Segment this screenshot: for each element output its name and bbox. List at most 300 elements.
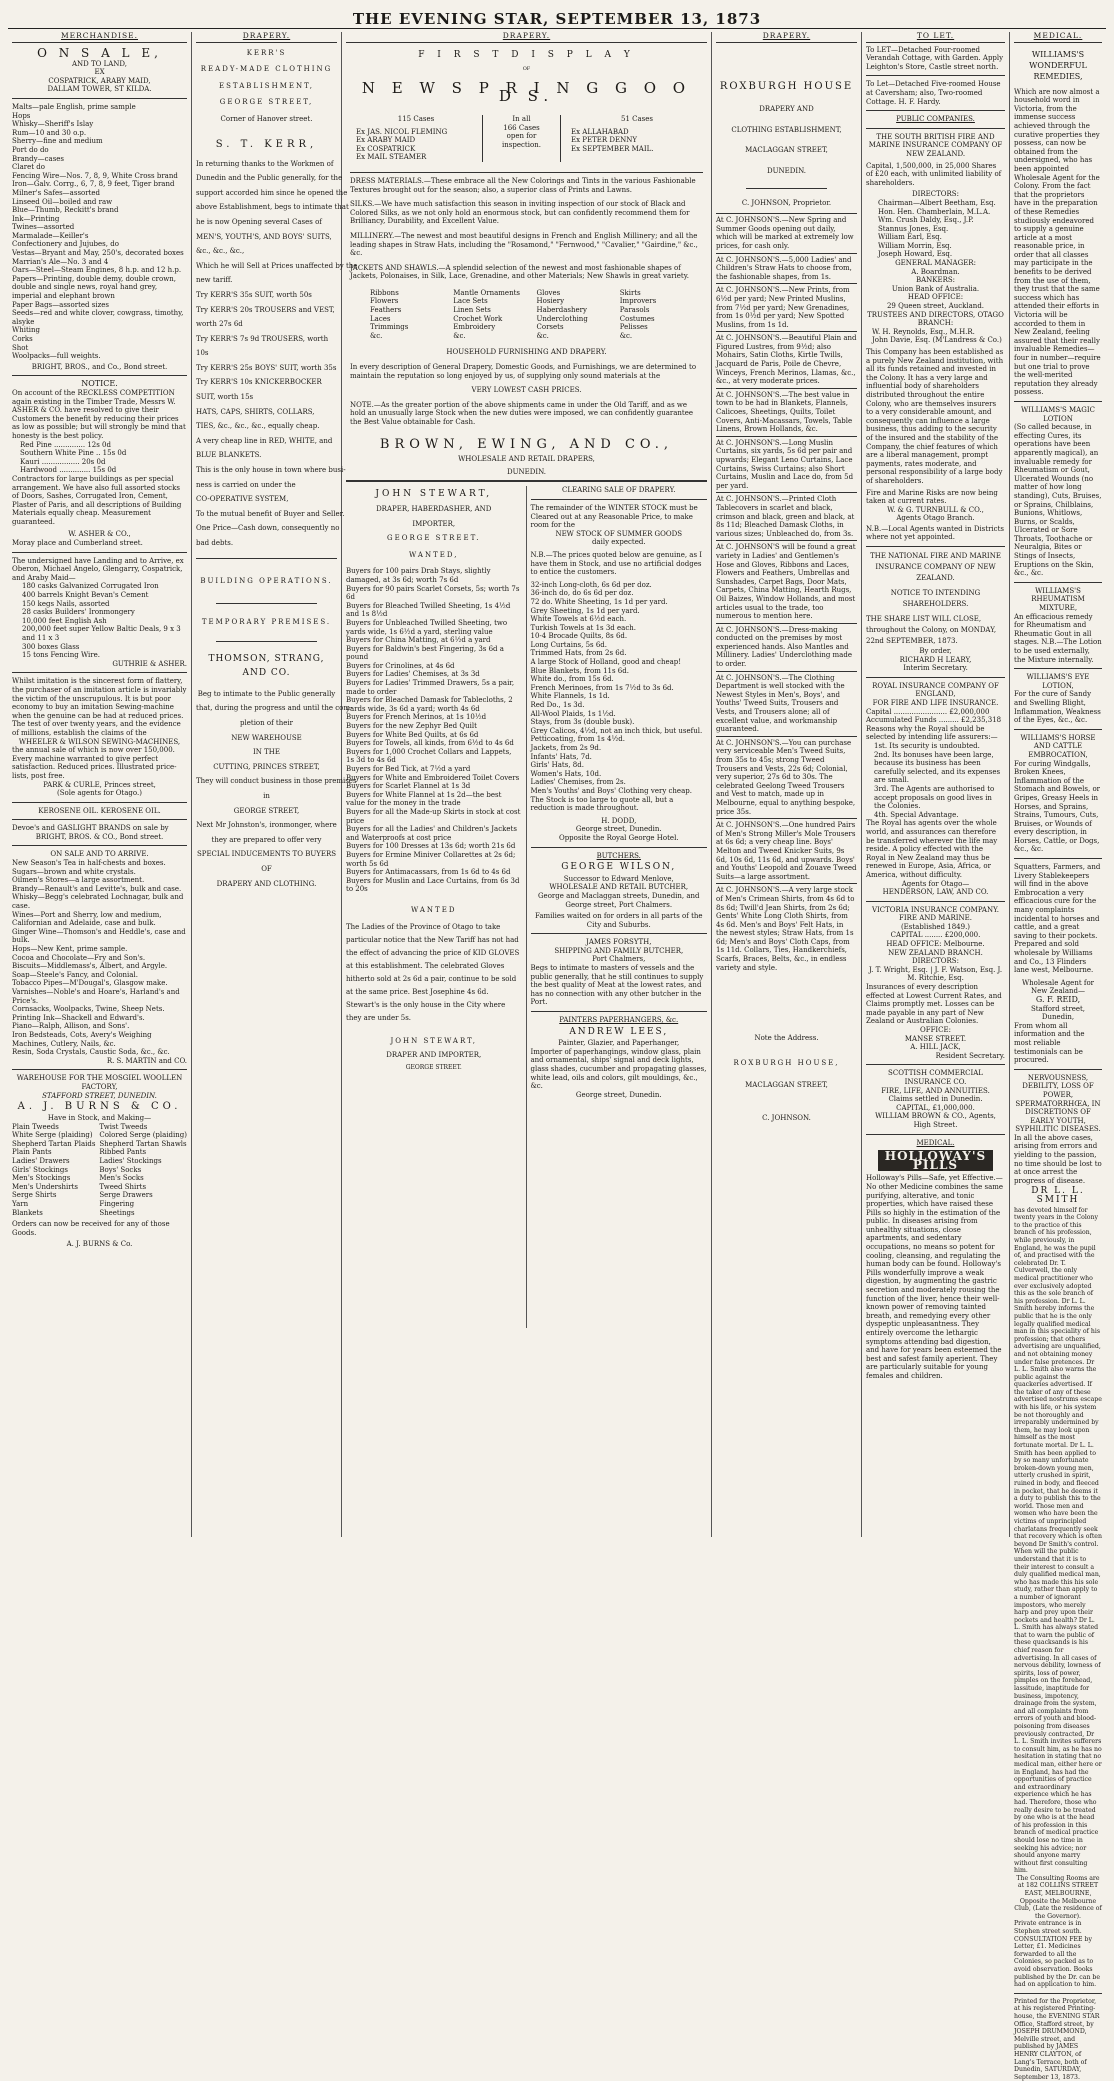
ad-line: Resident Secretary. bbox=[935, 1051, 1005, 1060]
smith-private: Private entrance is in Stephen street south. CONSULTATION FEE by Letter, £1. Medicines forwarded to all the Colonies, so packed as to avoid observation. Books published by the Dr. can be had on application to him. bbox=[1014, 1920, 1101, 1989]
column-drapery-kerr bbox=[192, 31, 358, 1537]
goods-item: Piano—Ralph, Allison, and Sons'. bbox=[12, 1022, 130, 1031]
ad-line: that, during the progress and until the com- bbox=[196, 704, 353, 713]
wanted-item: Buyers for White Flannel at 1s 2d—the best value for the money in the trade bbox=[346, 790, 502, 808]
goods-item: Yarn bbox=[12, 1200, 29, 1209]
ad-line: CUTTING, PRINCES STREET, bbox=[213, 762, 320, 771]
price-item: Red Do., 1s 3d. bbox=[530, 701, 585, 710]
ad-text: Have in Stock, and Making— bbox=[47, 1114, 152, 1123]
case-count: 51 Cases bbox=[621, 114, 653, 123]
company-text: THE SHARE LIST WILL CLOSE, throughout the Colony, on MONDAY, 22nd SEPTEMBER, 1873. bbox=[866, 615, 997, 646]
ad-signature: W. ASHER & CO., bbox=[68, 530, 131, 539]
smith-intro: In all the above cases, arising from errors and yielding to the passion, no time should be lost to at once arrest the progress of disease. bbox=[1014, 1133, 1102, 1185]
goods-item: Ladies' Drawers bbox=[12, 1157, 70, 1166]
goods-item: Sugars—brown and white crystals. bbox=[12, 867, 136, 876]
goods-item: Men's Stockings bbox=[12, 1174, 71, 1183]
ad-text: In every description of General Drapery, Domestic Goods, and Furnishings, we are determined to maintain the reputation so long enjoyed by us, of supplying only sound materials at the bbox=[350, 363, 697, 380]
price-item: White do., from 15s 6d. bbox=[530, 675, 614, 684]
case-count: 115 Cases bbox=[397, 114, 435, 123]
goods-item: Port do do bbox=[12, 145, 49, 154]
ad-line: DRAPER AND IMPORTER, bbox=[386, 1051, 482, 1060]
notice-ad bbox=[12, 380, 187, 547]
directors-list bbox=[866, 199, 1005, 259]
goods-item: Wines—Port and Sherry, low and medium, Californian and Adelaide, case and bulk. bbox=[12, 910, 162, 928]
ad-line: GEORGE STREET, bbox=[219, 98, 314, 107]
wanted-item: Buyers for 1,000 Crochet Collars and Lappets, 1s 3d to 4s 6d bbox=[346, 747, 512, 765]
ad-line: Dunedin and the Public generally, for the bbox=[196, 174, 343, 183]
ad-heading: HOUSEHOLD FURNISHING AND DRAPERY. bbox=[446, 348, 607, 357]
goods-item: Serge Shirts bbox=[12, 1191, 57, 1200]
ad-line: &c., &c., &c., bbox=[196, 247, 245, 256]
ad-heading: WAREHOUSE FOR THE MOSGIEL WOOLLEN FACTORY, bbox=[16, 1074, 183, 1091]
ad-title: WHEELER & WILSON SEWING-MACHINES, bbox=[18, 737, 181, 746]
company-text: The Royal has agents over the whole world, and assurances can therefore be transferred wherever the life may reside. A policy effected with the Royal in New Zealand may thus be renewed in Europe, Asia, Africa, or America, without difficulty. bbox=[866, 819, 998, 879]
kerr-ad bbox=[196, 48, 358, 548]
ad-text: the annual sale of which is now over 150,000. Every machine warranted to give perfect satisfaction. Reduced prices. Illustrated price-lists, post free. bbox=[12, 746, 177, 780]
goods-item: 15 tons Fencing Wire. bbox=[22, 651, 101, 660]
ad-line: WHOLESALE AND RETAIL BUTCHER, bbox=[549, 883, 689, 892]
value: MANSE STREET. bbox=[904, 1034, 967, 1043]
column-heading: MERCHANDISE. bbox=[12, 32, 187, 43]
trustee: W. H. Reynolds, Esq., M.H.R. bbox=[872, 327, 975, 336]
ad-line: Families waited on for orders in all parts of the City and Suburbs. bbox=[534, 912, 703, 929]
wanted-item: Buyers for all the Made-up Skirts in stock at cost price bbox=[346, 807, 521, 825]
goods-item: Underclothing bbox=[536, 314, 588, 323]
goods-item: Ribbons bbox=[370, 288, 399, 297]
ad-signature: W. & G. TURNBULL & CO., bbox=[887, 505, 984, 514]
goods-item: Paper Bags—assorted sizes bbox=[12, 300, 109, 309]
wanted-item: Buyers for Bleached Twilled Sheeting, 1s 4½d and 1s 8½d bbox=[346, 601, 511, 619]
ad-signature: R. S. MARTIN and CO. bbox=[106, 1056, 187, 1065]
ad-line: By order, bbox=[919, 647, 952, 656]
goods-item: Corks bbox=[12, 335, 33, 343]
company-text: Fire and Marine Risks are now being taken at current rates. bbox=[866, 488, 998, 506]
reason-item: 1st. Its security is undoubted. bbox=[874, 742, 980, 750]
goods-item: Men's Undershirts bbox=[12, 1182, 79, 1191]
column-drapery-johnson bbox=[712, 32, 862, 1537]
ad-line: pletion of their bbox=[240, 718, 293, 727]
wanted-item: Buyers for Ladies' Trimmed Drawers, 5s a pair, made to order bbox=[346, 679, 515, 696]
onsale-ad bbox=[12, 46, 187, 372]
johnson-ad: At C. JOHNSON'S.—The best value in town to be had in Blankets, Flannels, Calicoes, Sheetings, Quilts, Toilet Covers, Anti-Macassars, Towels, Table Linens, Brown Hollands, &c. bbox=[716, 388, 857, 436]
ad-heading: ON SALE AND TO ARRIVE. bbox=[50, 850, 149, 859]
wanted-item: Buyers for Ladies' Chemises, at 3s 3d bbox=[346, 670, 480, 679]
company-capital: Capital, 1,500,000, in 25,000 Shares of £20 each, with unlimited liability of shareholders. bbox=[866, 161, 1002, 187]
ad-signature: A. J. BURNS & Co. bbox=[66, 1240, 133, 1249]
directors: J. T. Wright, Esq. | J. F. Watson, Esq. J. M. Ritchie, Esq. bbox=[868, 965, 1003, 983]
section-heading: PUBLIC COMPANIES. bbox=[896, 115, 975, 124]
ad-line: Port Chalmers, bbox=[592, 955, 646, 964]
masthead: THE EVENING STAR, SEPTEMBER 13, 1873 bbox=[8, 10, 1106, 29]
goods-item: Colored Serge (plaiding) bbox=[99, 1131, 187, 1140]
price-item: 36-inch do, do 6s 6d per doz. bbox=[530, 589, 634, 598]
ad-signature: A. HILL JACK, bbox=[910, 1043, 961, 1052]
johnson-ad: At C. JOHNSON'S.—5,000 Ladies' and Children's Straw Hats to choose from, the fashionable shapes, from 1s. bbox=[716, 253, 857, 284]
price-item: Kauri ................. 20s 0d bbox=[20, 457, 106, 466]
ad-line: SHIPPING AND FAMILY BUTCHER, bbox=[554, 946, 684, 955]
ad-text: The Ladies of the Province of Otago to take particular notice that the New Tariff has not had the effect of advancing the price of KID GLOVES at this establishment. The celebrated Gloves hitherto sold at 2s 6d a pair, continue to be sold at the same price. Best Josephine 4s 6d. Stewart's is the only house in the City where they are under 5s. bbox=[346, 922, 520, 1022]
jackets-shawls: JACKETS AND SHAWLS.—A splendid selection of the newest and most fashionable shapes of Jackets, Polonaises, in Silk, Lace, Grenadine, and other Materials; New Shawls in great variety. bbox=[350, 263, 689, 281]
sale-to-arrive-ad bbox=[12, 850, 187, 1065]
goods-item: Linseed Oil—boiled and raw bbox=[12, 197, 113, 206]
ad-signature: RICHARD H LEARY, bbox=[899, 655, 972, 664]
goods-list bbox=[537, 289, 620, 341]
ad-line: TIES, &c., &c., &c., equally cheap. bbox=[196, 422, 320, 431]
goods-item: Shepherd Tartan Shawls bbox=[99, 1139, 187, 1148]
guthrie-ad bbox=[12, 557, 187, 669]
wanted-item: Buyers for Muslin and Lace Curtains, from 6s 3d to 20s bbox=[346, 876, 520, 894]
reason-item: 4th. Special Advantage. bbox=[874, 810, 959, 819]
ad-line: FIRE, LIFE, AND ANNUITIES. bbox=[881, 1086, 990, 1095]
ad-line: 10s bbox=[196, 349, 209, 358]
ship-name: DALLAM TOWER, ST KILDA. bbox=[47, 85, 152, 94]
onsale-list bbox=[12, 103, 187, 361]
goods-item: Woolpacks—full weights. bbox=[12, 352, 101, 361]
johnson-ads bbox=[716, 213, 857, 974]
ad-line: worth 27s 6d bbox=[196, 320, 243, 329]
ad-address: STAFFORD STREET, DUNEDIN. bbox=[42, 1091, 157, 1100]
ad-agents: (Sole agents for Otago.) bbox=[57, 789, 142, 798]
ad-line: MEN'S, YOUTH'S, AND BOYS' SUITS, bbox=[196, 232, 332, 241]
goods-item: Seeds—red and white clover, cowgrass, timothy, alsyke bbox=[12, 309, 184, 326]
ad-name: S. T. KERR, bbox=[215, 138, 318, 150]
goods-list bbox=[453, 289, 536, 341]
price-item: Southern White Pine .. 15s 0d bbox=[20, 449, 127, 458]
label: GENERAL MANAGER: bbox=[895, 259, 976, 268]
goods-list-left bbox=[12, 1123, 99, 1218]
goods-item: Biscuits—Middlemass's, Albert, and Argyle. bbox=[12, 962, 168, 971]
goods-item: Flowers bbox=[370, 297, 399, 306]
director: Wm. Crush Daldy, Esq., J.P. bbox=[878, 216, 974, 225]
goods-item: Shepherd Tartan Plaids bbox=[12, 1139, 96, 1148]
ad-signature: WILLIAM BROWN & CO., Agents, High Street. bbox=[875, 1112, 996, 1129]
goods-item: Twist Tweeds bbox=[99, 1122, 148, 1131]
case-total-line: In all bbox=[512, 114, 531, 123]
ad-line: George and Maclaggan streets, Dunedin, and George street, Port Chalmers. bbox=[537, 891, 700, 909]
johnson-ad: At C. JOHNSON'S will be found a great variety in Ladies' and Gentlemen's Hose and Gloves, Ribbons and Laces, Flowers and Feathers, Umbrellas and Sunshades, Carpet Bags, Door Mats, Carpets, China Matting, Hearth Rugs, Oil Baizes, Window Hollands, and most articles usual to the trade, too numerous to mention here. bbox=[716, 540, 857, 622]
ad-line: they are prepared to offer very bbox=[211, 835, 322, 844]
company-text: N.B.—Local Agents wanted in Districts where not yet appointed. bbox=[866, 524, 1004, 542]
ad-line: Opposite the Royal George Hotel. bbox=[558, 833, 679, 842]
goods-item: 150 kegs Nails, assorted bbox=[22, 599, 110, 608]
goods-item: White Serge (plaiding) bbox=[12, 1131, 93, 1140]
ad-line: NEW ZEALAND BRANCH. bbox=[888, 948, 983, 957]
ad-text: The undersigned have Landing and to Arrive, ex Oberon, Michael Angelo, Glengarry, Cospatrick, and Araby Maid— bbox=[12, 556, 184, 582]
stewart-ad bbox=[346, 486, 527, 1328]
ad-line: CLOTHING ESTABLISHMENT, bbox=[731, 125, 842, 134]
ship-list bbox=[350, 128, 482, 162]
column-heading: DRAPERY. bbox=[196, 32, 337, 43]
ad-line: BLUE BLANKETS. bbox=[196, 451, 262, 460]
thomson-name: THOMSON, STRANG, AND CO. bbox=[208, 653, 325, 678]
goods-item: Ladies' Stockings bbox=[99, 1157, 162, 1166]
price-item: 72 do. White Sheeting, 1s 1d per yard. bbox=[530, 597, 668, 606]
price-item: Long Curtains, 5s 6d. bbox=[530, 640, 607, 649]
remedy-title: WILLIAMS'S EYE LOTION, bbox=[1026, 673, 1090, 690]
goods-item: Plain Pants bbox=[12, 1148, 52, 1157]
ship-name: Ex SEPTEMBER MAIL. bbox=[571, 144, 654, 153]
goods-item: 28 casks Builders' Ironmongery bbox=[22, 608, 135, 617]
ad-name: GEORGE WILSON, bbox=[561, 862, 677, 873]
price-item: Hardwood .............. 15s 0d bbox=[20, 466, 117, 475]
ad-title: O N S A L E, bbox=[37, 45, 162, 60]
goods-item: Whisky—Sheriff's Islay bbox=[12, 120, 94, 129]
goods-item: Papers—Printing, double demy, double crown, double and single news, royal hand grey, imperial and elephant brown bbox=[12, 274, 176, 301]
ad-line: Corner of Hanover street. bbox=[220, 114, 313, 123]
goods-item: Blue—Thumb, Reckitt's brand bbox=[12, 206, 119, 215]
johnson-ad: At C. JOHNSON'S.—One hundred Pairs of Men's Strong Miller's Mole Trousers at 6s 6d; a very cheap line. Boys' Melton and Tweed Knicker Suits, 9s 6d, 10s 6d, 11s 6d, and upwards. Boys' and Youths' Leopold and Zouave Tweed Suits—a large assortment. bbox=[716, 818, 857, 883]
ad-line: IMPORTER, bbox=[412, 519, 456, 528]
ad-line: Agents Otago Branch. bbox=[896, 514, 975, 523]
ship-name: Ex PETER DENNY bbox=[571, 136, 637, 145]
ad-line: support accorded him since he opened the bbox=[196, 188, 348, 197]
ad-line: Try KERR'S 35s SUIT, worth 50s bbox=[196, 290, 312, 299]
remedy-text: For curing Windgalls, Broken Knees, Inflammation of the Stomach and Bowels, or Gripes, Greasy Heels in Horses, and Sprains, Strains, Tumours, Cuts, Bruises, or Wounds of every description, in Horses, Cattle, or Dogs, &c., &c. bbox=[1014, 759, 1101, 854]
goods-item: Marrian's Ale—No. 3 and 4 bbox=[12, 257, 109, 266]
goods-item: Whiting bbox=[12, 326, 40, 335]
ad-line: F I R S T D I S P L A Y bbox=[418, 49, 635, 60]
goods-item: Oars—Steel—Steam Engines, 8 h.p. and 12 h.p. bbox=[12, 266, 182, 275]
goods-item: Hops—New Kent, prime sample. bbox=[12, 945, 128, 953]
ad-title: N E W S P R I N G G O O D S. bbox=[361, 78, 692, 106]
value: A. Boardman. bbox=[911, 267, 960, 276]
ship-name: COSPATRICK, ARABY MAID, bbox=[48, 76, 151, 85]
column-to-let bbox=[862, 32, 1010, 1537]
value: 29 Queen street, Auckland. bbox=[886, 302, 985, 311]
wanted-item: Buyers for Bleached Damask for Tablecloths, 2 yards wide, 3s 6d a yard; worth 4s 6d bbox=[346, 696, 513, 713]
silks: SILKS.—We have much satisfaction this season in inviting inspection of our stock of Black and Colored Silks, as we not only hold an enormous stock, but can confidently recommend them for Brilliancy, Durability, and Excellent Value. bbox=[350, 200, 690, 226]
ad-heading: NOTICE. bbox=[81, 379, 118, 389]
ad-line: They will conduct business in those premises bbox=[196, 777, 357, 786]
goods-item: Fingering bbox=[99, 1200, 135, 1209]
ad-signature: HENDERSON, LAW, AND CO. bbox=[882, 888, 989, 897]
price-item: Ladies' Chemises, from 2s. bbox=[530, 778, 626, 787]
goods-item: Corsets bbox=[536, 323, 564, 332]
goods-item: &c. bbox=[453, 331, 466, 340]
ad-line: he is now Opening several Cases of bbox=[196, 217, 322, 226]
ad-line: new tariff. bbox=[196, 276, 233, 285]
ad-line: Try KERR'S 10s KNICKERBOCKER bbox=[196, 378, 322, 387]
price-item: Girls' Hats, 8d. bbox=[530, 761, 584, 770]
ad-name: ANDREW LEES, bbox=[569, 1026, 669, 1037]
director: Joseph Howard, Esq. bbox=[878, 250, 953, 259]
wanted-list bbox=[346, 567, 522, 894]
ad-signature: GUTHRIE & ASHER. bbox=[112, 659, 187, 668]
ad-signature: BRIGHT, BROS. & CO., Bond street. bbox=[35, 832, 164, 841]
johnson-ad: At C. JOHNSON'S.—You can purchase very serviceable Men's Tweed Suits, from 35s to 45s; strong Tweed Trousers and Vests, 22s 6d; Colonial, very superior, 27s 6d to 30s. The celebrated Geelong Tweed Trousers and Vest to match, made up in Melbourne, equal to anything bespoke, price 35s. bbox=[716, 736, 857, 818]
column-heading: TO LET. bbox=[866, 32, 1005, 43]
ad-body bbox=[196, 159, 358, 548]
ad-line: DUNEDIN. bbox=[766, 166, 807, 175]
goods-item: Milner's Safes—assorted bbox=[12, 188, 101, 197]
ad-line: bad debts. bbox=[196, 539, 234, 547]
ad-line: CAPITAL, £1,000,000. bbox=[896, 1103, 975, 1112]
total-cases bbox=[482, 115, 561, 162]
price-item: Petticoating, from 1s 4½d. bbox=[530, 735, 625, 744]
ad-heading: VERY LOWEST CASH PRICES. bbox=[471, 386, 582, 395]
price-list bbox=[12, 441, 187, 475]
ad-line: daily expected. bbox=[591, 538, 646, 547]
ad-line: DRAPERY AND bbox=[759, 105, 814, 114]
ad-text: Begs to intimate to masters of vessels and the public generally, that he still continues to supply the best quality of Meat at the lowest rates, and has no connection with any other butcher in the Port. bbox=[530, 964, 704, 1007]
ad-name: JOHN STEWART, bbox=[375, 489, 493, 500]
price-item: 32-inch Long-cloth, 6s 6d per doz. bbox=[530, 580, 652, 589]
director: William Earl, Esq. bbox=[878, 233, 942, 242]
column-heading: DRAPERY. bbox=[346, 32, 707, 43]
goods-item: Laces bbox=[370, 314, 391, 323]
ad-line: SUIT, worth 15s bbox=[196, 393, 254, 402]
goods-item: Crochet Work bbox=[453, 314, 503, 323]
ad-text: The remainder of the WINTER STOCK must be Cleared out at any Reasonable Price, to make room for the bbox=[530, 503, 698, 530]
goods-item: Gloves bbox=[536, 288, 561, 297]
remedy-text: An efficacious remedy for Rheumatism and Rheumatic Gout in all stages. N.B.—The Lotion to be used externally, the Mixture internally. bbox=[1014, 612, 1102, 664]
trustee: John Davie, Esq. (M'Landress & Co.) bbox=[872, 336, 1002, 345]
remedy-title: WILLIAMS'S MAGIC LOTION bbox=[1021, 405, 1095, 423]
goods-item: Hosiery bbox=[536, 297, 565, 306]
label: DIRECTORS: bbox=[912, 957, 959, 966]
price-item: A large Stock of Holland, good and cheap! bbox=[530, 658, 682, 667]
royal-capital: Capital ........................ £2,000,000 bbox=[866, 707, 990, 716]
price-item: White Towels at 6½d each. bbox=[530, 615, 627, 624]
company-text: Insurances of every description effected at Lowest Current Rates, and Claims promptly met. Losses can be made payable in any part of New Zealand or Australian Colonies. bbox=[866, 983, 1002, 1026]
wanted-item: Buyers for Bed Tick, at 7½d a yard bbox=[346, 765, 471, 773]
company-text: This Company has been established as a purely New Zealand institution, with all its funds retained and invested in the Colony. It has a very large and influential body of shareholders distributed throughout the entire Colony, who are themselves insurers to a very considerable amount, and consequently can influence a large business, thus adding to the security of the insured and the stability of the Company, the chief features of which are a liberal management, prompt payments, rates moderate, and personal responsibility of a large body of shareholders. bbox=[866, 348, 1004, 485]
ad-line: (Established 1849.) bbox=[900, 922, 971, 931]
smith-name: DR L. L. SMITH bbox=[1031, 1186, 1085, 1206]
wanted-item: Buyers for Towels, all kinds, from 6½d to 4s 6d bbox=[346, 739, 514, 748]
goods-item: Whisky—Begg's celebrated Lochnagar, bulk and case. bbox=[12, 893, 184, 911]
section-heading: PAINTERS PAPERHANGERS, &c. bbox=[559, 1016, 679, 1025]
ad-line: Try KERR'S 20s TROUSERS and VEST, bbox=[196, 305, 335, 314]
goods-item: Iron—Galv. Corrg., 6, 7, 8, 9 feet, Tiger brand bbox=[12, 180, 175, 189]
ad-line: Note the Address. bbox=[754, 1034, 819, 1043]
director: William Morrin, Esq. bbox=[878, 241, 952, 250]
price-item: Turkish Towels at 1s 3d each. bbox=[530, 623, 636, 632]
goods-item: Improvers bbox=[619, 297, 657, 306]
ad-line: This is the only house in town where busi- bbox=[196, 466, 346, 475]
to-let-ad: To Let—Detached Five-roomed House at Caversham; also, Two-roomed Cottage. H. F. Hardy. bbox=[866, 80, 1001, 106]
johnson-ad: At C. JOHNSON'S.—Printed Cloth Tablecovers in scarlet and black, crimson and black, green and black, at 8s 11d; Bleached Damask Cloths, in various sizes; Unbleached do, from 3s. bbox=[716, 492, 857, 540]
premises-heading: TEMPORARY PREMISES. bbox=[201, 618, 332, 627]
wanted-item: Buyers for China Matting, at 6½d a yard bbox=[346, 636, 491, 645]
goods-item: 180 casks Galvanized Corrugated Iron bbox=[22, 582, 159, 591]
reason-item: 2nd. Its bonuses have been large, because its business has been carefully selected, and its expenses are small. bbox=[874, 750, 1001, 785]
goods-item: Men's Socks bbox=[99, 1174, 144, 1183]
ad-line: DRAPERY AND CLOTHING. bbox=[216, 879, 317, 888]
label: TRUSTEES AND DIRECTORS, OTAGO BRANCH: bbox=[867, 310, 1004, 328]
goods-item: Skirts bbox=[619, 288, 641, 297]
price-item: Infants' Hats, 7d. bbox=[530, 752, 592, 761]
ad-ex: EX bbox=[94, 68, 105, 77]
goods-item: &c. bbox=[536, 331, 549, 340]
price-item: Grey Calicos, 4½d, not an inch thick, but useful. bbox=[530, 726, 703, 735]
ad-signature: G. F. REID, bbox=[1035, 994, 1081, 1004]
kerosene-ad bbox=[12, 807, 187, 842]
smith-text: has devoted himself for twenty years in the Colony to the practice of this branch of his profession, while previously, in England, he was the pupil of, and practised with the celebrated Dr. T. Culverwell, the only medical practitioner who ever exclusively adopted this as the sole branch of his profession. Dr L. L. Smith hereby informs the public that he is the only legally qualified medical man in this speciality of his profession; that others advertising are unqualified, and not obtaining money under false pretences. Dr L. L. Smith also warns the public against the quackeries advertised. If the taker of any of these advertised nostrums escape with his life, or his system be not thoroughly and irreparably undermined by them, he may look upon himself as the most fortunate mortal. Dr L. L. Smith has been applied to by so many unfortunate broken-down young men, utterly crushed in spirit, ruined in body, and fleeced in pocket, that he deems it a duty to publish this to the world. Those men and women who have been the victims of unprincipled charlatans frequently seek that recovery which is often beyond Dr Smith's control. When will the public understand that it is to their interest to consult a duly qualified medical man, who has made this his sole study, rather than apply to a number of ignorant impostors, who merely harp and prey upon their pockets and health? Dr L. L. Smith has always stated that to warn the public of these quacksands is his chief reason for advertising. In all cases of nervous debility, lowness of spirits, loss of power, pimples on the forehead, lassitude, inaptitude for business, impotency, drainage from the system, and all complaints from errors of youth and blood-poisoning from diseases previously contracted, Dr L. L. Smith invites sufferers to consult him, as he has no hesitation in stating that no medical man, either here or in England, has had the opportunities of practice and extraordinary experience which he has had. Therefore, those who really desire to be treated by one who is at the head of his profession in this branch of medical practice should lose no time in seeking his advice; nor should anyone marry without first consulting him. bbox=[1014, 1206, 1102, 1875]
ad-signature: BROWN, EWING, AND CO., bbox=[379, 436, 674, 452]
goods-list bbox=[12, 582, 187, 659]
goods-item: &c. bbox=[619, 331, 633, 340]
goods-item: Ink—Printing bbox=[12, 214, 60, 223]
wanted-item: Buyers for White and Embroidered Toilet Covers bbox=[346, 773, 520, 782]
company-title: SCOTTISH COMMERCIAL INSURANCE CO. bbox=[888, 1069, 983, 1086]
goods-item: Claret do bbox=[12, 163, 45, 172]
ad-line: One Price—Cash down, consequently no bbox=[196, 524, 340, 533]
goods-item: Feathers bbox=[370, 306, 402, 315]
ad-text: NOTE.—As the greater portion of the above shipments came in under the Old Tariff, and as we hold an unusually large Stock when the new duties were imposed, we can confidently guarantee the Best Value obtainable for Cash. bbox=[350, 400, 694, 426]
millinery: MILLINERY.—The newest and most beautiful designs in French and English Millinery; and all the leading shapes in Straw Hats, including the "Rosamond," "Fernwood," "Cavalier," "Gairdine," &c., &c. bbox=[350, 231, 698, 258]
goods-item: Vestas—Bryant and May, 250's, decorated boxes bbox=[12, 249, 184, 258]
johnson-ad: At C. JOHNSON'S.—Beautiful Plain and Figured Lustres, from 9½d; also Mohairs, Satin Cloths, Kirtle Twills, Jacquard de Paris, Poile de Chevre, Winceys, French Merinos, Llamas, &c., &c., at very moderate prices. bbox=[716, 331, 857, 388]
ad-title: KERR'S bbox=[246, 48, 287, 57]
ad-name: ROXBURGH HOUSE bbox=[719, 80, 854, 92]
ad-line: READY-MADE CLOTHING bbox=[200, 65, 333, 74]
director: Chairman—Albert Beetham, Esq. bbox=[878, 198, 996, 207]
company-title: ROYAL INSURANCE COMPANY OF ENGLAND, bbox=[872, 681, 999, 699]
wanted-item: Buyers for Baldwin's best Fingering, 3s 6d a pound bbox=[346, 644, 504, 662]
ad-line: CO-OPERATIVE SYSTEM, bbox=[196, 495, 289, 504]
ad-line: GEORGE STREET, bbox=[233, 806, 300, 815]
goods-item: Cornsacks, Woolpacks, Twine, Sheep Nets. bbox=[12, 1005, 165, 1014]
goods-item: Tweed Shirts bbox=[99, 1182, 147, 1191]
ship-name: Ex JAS. NICOL FLEMING bbox=[356, 127, 448, 136]
ad-heading: CLEARING SALE OF DRAPERY. bbox=[561, 486, 676, 495]
ad-line: HEAD OFFICE: Melbourne. bbox=[886, 940, 985, 949]
reasons-list bbox=[866, 742, 1005, 819]
price-item: Red Pine .............. 12s 0d bbox=[20, 440, 111, 449]
dress-materials: DRESS MATERIALS.—These embrace all the New Colorings and Tints in the various Fashionable Textures brought out for the season; also, a superior class of Prints and Lawns. bbox=[350, 176, 696, 194]
johnson-ad: At C. JOHNSON'S.—Long Muslin Curtains, six yards, 5s 6d per pair and upwards; Elegant Leno Curtains, Lace Curtains, Swiss Curtains; also Short Curtains, Muslin and Lace do, from 5d per yard. bbox=[716, 436, 857, 493]
ad-line: IN THE bbox=[253, 748, 280, 757]
wanted-item: Buyers for Antimacassars, from 1s 6d to 4s 6d bbox=[346, 868, 511, 877]
column-medical bbox=[1010, 31, 1106, 2081]
ad-line: George street, Dunedin. bbox=[575, 825, 662, 834]
section-heading: MEDICAL. bbox=[916, 1138, 955, 1147]
goods-item: Trimmings bbox=[370, 323, 409, 332]
smith-rooms: The Consulting Rooms are at 182 COLLINS STREET EAST, MELBOURNE, Opposite the Melbourne Club, (Late the residence of the Governor). bbox=[1014, 1874, 1102, 1920]
johnson-ad: At C. JOHNSON'S.—Dress-making conducted on the premises by most experienced hands. Also Mantles and Millinery. Ladies' Underclothing made to order. bbox=[716, 623, 857, 671]
goods-item: Twines—assorted bbox=[12, 223, 75, 232]
wanted-item: Buyers for 100 Dresses at 13s 6d; worth 21s 6d bbox=[346, 842, 516, 851]
johnson-ad: At C. JOHNSON'S.—The Clothing Department is well stocked with the Newest Styles in Men's, Boys', and Youths' Tweed Suits, Trousers and Vests, and Trousers alone; all of excellent value, and workmanship guaranteed. bbox=[716, 671, 857, 736]
goods-item: Shot bbox=[12, 343, 29, 352]
goods-item: Boys' Socks bbox=[99, 1165, 142, 1174]
remedy-text: Squatters, Farmers, and Livery Stablekeepers will find in the above Embrocation a very efficacious cure for the many complaints incidental to horses and cattle, and a great saving to their pockets. Prepared and sold wholesale by Williams and Co., 13 Flinders lane west, Melbourne. bbox=[1014, 863, 1101, 975]
goods-item: &c. bbox=[370, 331, 383, 340]
ad-line: GEORGE STREET. bbox=[387, 534, 481, 543]
ad-text: Devoe's and GASLIGHT BRANDS on sale by bbox=[12, 824, 169, 833]
director: Stannus Jones, Esq. bbox=[878, 224, 949, 233]
wanted-item: Buyers for the new Zephyr Bed Quilt bbox=[346, 722, 477, 731]
ad-line: DRAPER, HABERDASHER, AND bbox=[376, 504, 492, 513]
remedy-title: WILLIAMS'S RHEUMATISM MIXTURE, bbox=[1031, 586, 1085, 613]
royal-funds: Accumulated Funds ......... £2,235,318 bbox=[866, 716, 1002, 725]
ad-signature: C. JOHNSON. bbox=[762, 1114, 811, 1123]
goods-item: Parasols bbox=[619, 306, 650, 315]
goods-item: 300 boxes Glass bbox=[22, 642, 80, 651]
price-item: 10-4 Brocade Quilts, 8s 6d. bbox=[530, 632, 628, 641]
ad-text: Contractors for large buildings as per special arrangement. We have also full assorted stocks of Doors, Sashes, Corrugated Iron, Cement, Plaster of Paris, and all descriptions of Building Materials equally cheap. Measurement guaranteed. bbox=[12, 474, 182, 526]
price-item: Trimmed Hats, from 2s 6d. bbox=[530, 649, 627, 658]
wanted-item: Buyers for 90 pairs Scarlet Corsets, 5s; worth 7s 6d bbox=[346, 584, 520, 602]
goods-item: Costumes bbox=[619, 314, 655, 323]
company-text: Reasons why the Royal should be selected by intending life assurers:— bbox=[866, 724, 998, 742]
holloway-text: Holloway's Pills—Safe, yet Effective.—No other Medicine combines the same purifying, alterative, and tonic properties, which have raised these Pills so highly in the estimation of the public. In diseases arising from unhealthy situations, close apartments, and sedentary occupations, no means so potent for cooling, cleansing, and regulating the human body can be found. Holloway's Pills wonderfully improve a weak digestion, by augmenting the gastric secretion and moderately rousing the function of the liver, hence their well-known power of removing tainted breath, and remedying every other dyspeptic unpleasantness. They entirely overcome the lethargic symptoms attending bad digestion, and have for years been esteemed the best and safest family aperient. They are particularly suitable for young females and children. bbox=[866, 1174, 1004, 1380]
ship-name: Ex COSPATRICK bbox=[356, 144, 416, 153]
case-total-line: 166 Cases bbox=[503, 123, 540, 132]
ad-heading: WANTED, bbox=[409, 550, 459, 559]
ad-line: in bbox=[263, 791, 270, 800]
